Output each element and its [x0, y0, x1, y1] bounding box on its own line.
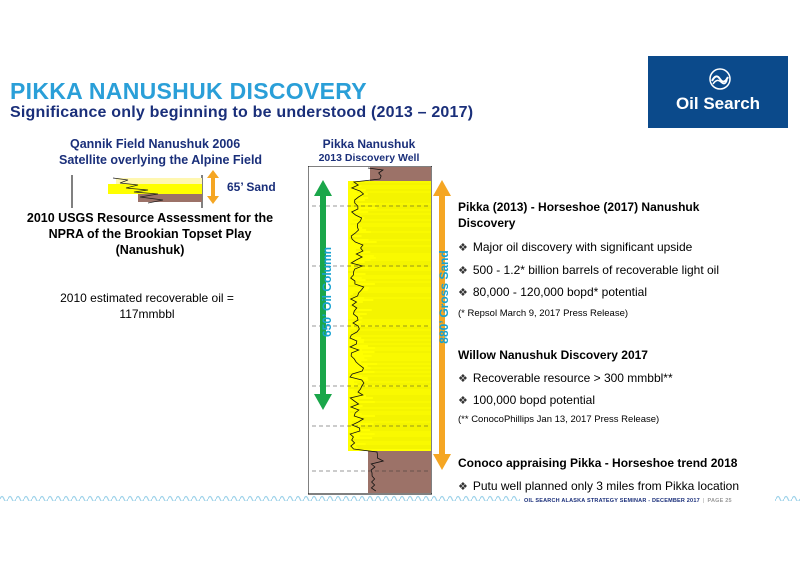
oil-search-logo-icon: [708, 68, 732, 90]
sand-65-label: 65’ Sand: [227, 180, 276, 194]
diamond-bullet-icon: ❖: [458, 395, 468, 407]
bullet-text: 80,000 - 120,000 bopd* potential: [472, 285, 648, 299]
bullet-text: 100,000 bopd potential: [472, 393, 595, 407]
usgs-line: NPRA of the Brookian Topset Play: [48, 227, 252, 241]
list-item: [458, 479, 739, 493]
list-item: [458, 371, 673, 385]
page-subtitle: Significance only beginning to be understood (2013 – 2017): [10, 104, 474, 121]
gross-sand-label: 880’ Gross Sand: [437, 250, 451, 344]
diamond-bullet-icon: ❖: [458, 373, 468, 385]
willow-heading: Willow Nanushuk Discovery 2017: [458, 348, 648, 362]
footer-seminar: OIL SEARCH ALASKA STRATEGY SEMINAR - DECEMBER 2017: [524, 498, 700, 504]
usgs-line: (Nanushuk): [115, 243, 185, 257]
pikka-note: (* Repsol March 9, 2017 Press Release): [458, 308, 629, 319]
conoco-heading: Conoco appraising Pikka - Horseshoe trend 2018: [458, 456, 738, 470]
list-item: [458, 393, 595, 407]
page-number: PAGE 25: [707, 498, 732, 504]
recoverable-line: 117mmbbl: [119, 307, 175, 321]
recoverable-line: 2010 estimated recoverable oil =: [60, 291, 234, 305]
list-item: [458, 285, 647, 299]
recoverable-estimate: [44, 290, 250, 322]
bullet-text: Major oil discovery with significant upside: [472, 240, 693, 254]
oil-search-logo: [648, 56, 788, 128]
pikka-heading: Discovery: [458, 216, 516, 230]
bullet-text: Recoverable resource > 300 mmbbl**: [472, 371, 673, 385]
bullet-text: 500 - 1.2* billion barrels of recoverable light oil: [472, 263, 720, 277]
diamond-bullet-icon: ❖: [458, 265, 468, 277]
well-subtitle: 2013 Discovery Well: [318, 152, 420, 164]
oil-column-label: 650’ Oil Column: [320, 246, 334, 338]
bullet-text: Putu well planned only 3 miles from Pikka location: [472, 479, 740, 493]
qannik-title: Qannik Field Nanushuk 2006: [70, 137, 241, 151]
usgs-line: 2010 USGS Resource Assessment for the: [26, 211, 274, 225]
willow-note: (** ConocoPhillips Jan 13, 2017 Press Release): [458, 414, 660, 425]
qannik-log-graphic: [68, 170, 208, 210]
usgs-assessment: [16, 210, 284, 258]
logo-text: Oil Search: [675, 94, 761, 113]
diamond-bullet-icon: ❖: [458, 481, 468, 493]
diamond-bullet-icon: ❖: [458, 287, 468, 299]
page-title: PIKKA NANUSHUK DISCOVERY: [10, 78, 367, 104]
pikka-heading: Pikka (2013) - Horseshoe (2017) Nanushuk: [458, 200, 700, 214]
diamond-bullet-icon: ❖: [458, 242, 468, 254]
list-item: [458, 240, 692, 254]
footer: OIL SEARCH ALASKA STRATEGY SEMINAR - DECEMBER 2017 | PAGE 25: [524, 498, 732, 504]
list-item: [458, 263, 719, 277]
double-arrow-icon: [206, 170, 220, 204]
well-title: Pikka Nanushuk: [322, 137, 416, 151]
qannik-subtitle: Satellite overlying the Alpine Field: [59, 153, 263, 167]
